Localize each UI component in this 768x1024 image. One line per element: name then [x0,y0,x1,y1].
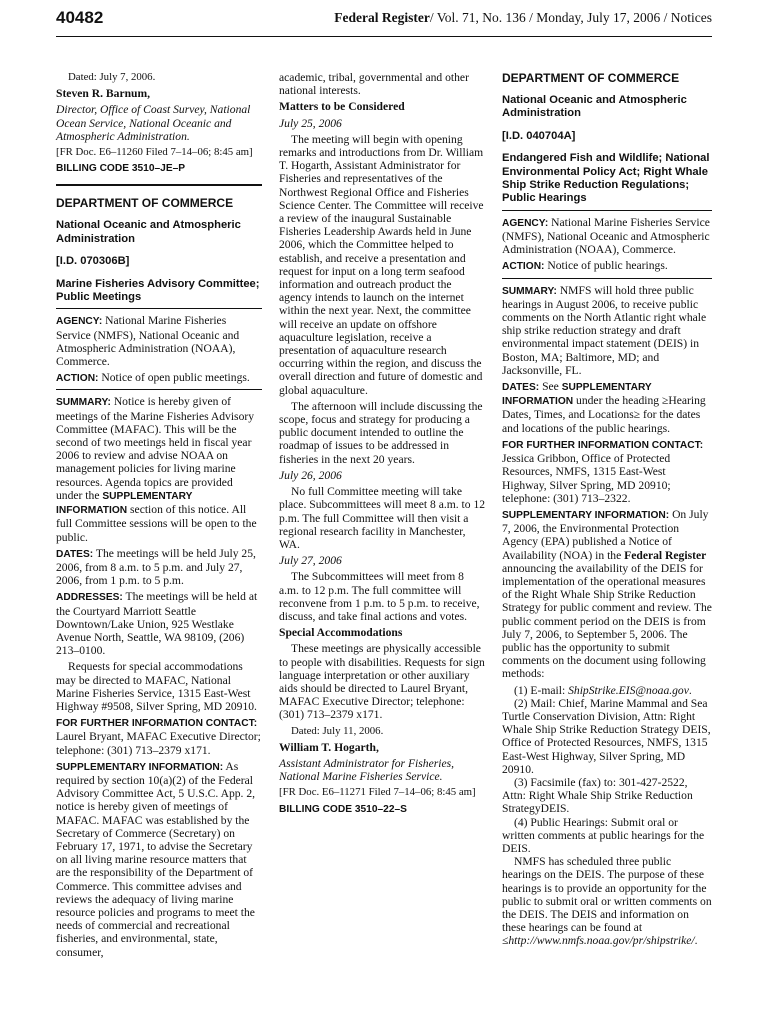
agency-paragraph: AGENCY: National Marine Fisheries Service (NMFS), National Oceanic and Atmospheric Administration (NOAA), Commerce. [56,314,240,369]
method-fax: (3) Facsimile (fax) to: 301-427-2522, Attn: Right Whale Ship Strike Reduction StrategyDEIS. [502,775,693,816]
agenda-paragraph-1: The meeting will begin with opening remarks and introductions from Dr. William T. Hogarth, Assistant Administrator for Fisheries and representatives of the Northwest Regional Office and Fisheries Science Center. The Committee will receive a review of the inaugural Sustainable Fisheries Leadership Awards held in June 2006, which the Committee helped to establish, and receive a presentation and request for input on a long term seafood information and outreach product the agency intends to launch on the internet within the next year. Next, the committee will receive an update on offshore aquaculture legislation, receive a presentation of aquaculture research occurring within the region, and discuss the overall direction and future of domestic and global aquaculture. [279,132,484,397]
special-accommodations-heading: Special Accommodations [279,626,403,640]
document-id-2: [I.D. 040704A] [502,129,576,142]
agency-label: AGENCY: [56,316,103,328]
notice-title: Marine Fisheries Advisory Committee; Public Meetings [56,277,260,304]
agency-name-heading-2: National Oceanic and Atmospheric Administration [502,94,687,120]
signer-name-2: William T. Hogarth, [279,740,379,754]
billing-code: BILLING CODE 3510–JE–P [56,163,186,175]
meeting-date-1: July 25, 2006 [279,116,342,130]
fr-doc-line: [FR Doc. E6–11260 Filed 7–14–06; 8:45 am] [56,146,253,159]
summary-label: SUMMARY: [56,397,111,409]
dates-paragraph: DATES: The meetings will be held July 25, 2006, from 8 a.m. to 5 p.m. and July 27, 2006, from 1 p.m. to 5 p.m. [56,546,256,588]
section-divider [56,184,262,186]
email-link[interactable]: ShipStrike.EIS@noaa.gov [568,683,689,697]
agenda-paragraph-4: The Subcommittees will meet from 8 a.m. to 12 p.m. The full committee will reconvene from 1 p.m. to 5 p.m. to receive, discuss, and take final actions and votes. [279,570,480,623]
agency-name-heading: National Oceanic and Atmospheric Administration [56,219,241,245]
continued-text: academic, tribal, governmental and other national interests. [279,71,469,98]
issue-info: / Vol. 71, No. 136 / Monday, July 17, 2006 / Notices [429,10,712,25]
page-header [56,6,712,37]
contact-paragraph-2: FOR FURTHER INFORMATION CONTACT: Jessica Gribbon, Office of Protected Resources, NMFS, 1315 East-West Highway, Silver Spring, MD 20910; telephone: (301) 713–2322. [502,439,704,505]
column-1 [56,71,262,962]
signer-name: Steven R. Barnum, [56,87,151,101]
dates-paragraph-2: DATES: See SUPPLEMENTARY INFORMATION under the heading ≥Hearing Dates, Times, and Locations≥ for the dates and locations of the public hearings. [502,380,706,435]
dated-line-2: Dated: July 11, 2006. [291,724,384,737]
accommodations-paragraph: These meetings are physically accessible to people with disabilities. Requests for sign language interpretation or other auxiliary aids should be directed to Laurel Bryant, MAFAC Executive Director; telephone: (301) 713–2379 x171. [279,642,485,722]
dates-label-2: DATES: [502,382,540,394]
action-divider [56,389,262,390]
supplementary-label: SUPPLEMENTARY INFORMATION: [56,761,224,773]
signer-title: Director, Office of Coast Survey, National Ocean Service, National Oceanic and Atmospheric Administration. [56,103,251,143]
publication-name: Federal Register [334,10,430,25]
supplementary-paragraph-2: SUPPLEMENTARY INFORMATION: On July 7, 2006, the Environmental Protection Agency (EPA) published a Notice of Availability (NOA) in the Federal Register announcing the availability of the DEIS for implementation of the operational measures of the Right Whale Ship Strike Reduction Strategy for public comment and review. The public comment period on the DEIS is from July 7, 2006, to September 5, 2006. The public has the opportunity to submit comments on the document using following methods: [502,507,712,681]
agency-paragraph-2: AGENCY: National Marine Fisheries Service (NMFS), National Oceanic and Atmospheric Administration (NOAA), Commerce. [502,215,710,257]
dated-line: Dated: July 7, 2006. [68,71,156,83]
agency-label-2: AGENCY: [502,217,549,229]
signer-title-2: Assistant Administrator for Fisheries, National Marine Fisheries Service. [279,756,454,784]
addresses-paragraph: ADDRESSES: The meetings will be held at the Courtyard Marriott Seattle Downtown/Lake Union, 925 Westlake Avenue North, Seattle, WA 98109, (206) 213–0100. [56,590,258,658]
fr-doc-line-2: [FR Doc. E6–11271 Filed 7–14–06; 8:45 am] [279,786,476,799]
supplementary-paragraph: SUPPLEMENTARY INFORMATION: As required by section 10(a)(2) of the Federal Advisory Committee Act, 5 U.S.C. App. 2, notice is hereby given of meetings of MAFAC. MAFAC was established by the Secretary of Commerce (Secretary) on February 17, 1971, to advise the Secretary on all living marine resource matters that are the responsibility of the Department of Commerce. This committee advises and reviews the adequacy of living marine resource policies and programs to meet the needs of commercial and recreational fisheries, and environmental, state, consumer, [56,759,256,959]
page-number: 40482 [56,8,104,27]
column-3 [502,71,712,951]
title-divider-2 [502,210,712,211]
hearings-paragraph: NMFS has scheduled three public hearings on the DEIS. The purpose of these hearings is to provide an opportunity for the public to submit oral or written comments on the DEIS. The DEIS and information on these hearings can be found at ≤http://www.nmfs.noaa.gov/pr/shipstrike/. [502,855,712,948]
federal-register-ref: Federal Register [624,548,707,562]
document-id: [I.D. 070306B] [56,255,130,268]
agenda-paragraph-3: No full Committee meeting will take place. Subcommittees will meet 8 a.m. to 12 p.m. The full Committee will then visit a regional research facility in Manchester, WA. [279,485,486,551]
summary-paragraph: SUMMARY: Notice is hereby given of meetings of the Marine Fisheries Advisory Committee (MAFAC). This will be the second of two meetings held in fiscal year 2006 to review and advise NOAA on management policies for living marine resources. Agenda topics are provided under the SUPPLEMENTARY INFORMATION section of this notice. All full Committee sessions will be open to the public. [56,395,257,544]
department-heading: DEPARTMENT OF COMMERCE [56,196,234,211]
action-divider-2 [502,278,712,279]
meeting-date-2: July 26, 2006 [279,468,342,482]
contact-label: FOR FURTHER INFORMATION CONTACT: [56,718,258,730]
title-divider [56,308,262,309]
method-mail: (2) Mail: Chief, Marine Mammal and Sea Turtle Conservation Division, Attn: Right Whale Ship Strike Reduction Strategy DEIS, Office of Protected Resources, NMFS, 1315 East-West Highway, Silver Spring, MD 20910. [502,696,711,776]
agenda-paragraph-2: The afternoon will include discussing the scope, focus and strategy for producing a public document intended to outline the roadmap of issues to be addressed in fisheries in the next 20 years. [279,399,483,466]
contact-label-2: FOR FURTHER INFORMATION CONTACT: [502,439,704,451]
column-2 [279,71,486,819]
matters-heading: Matters to be Considered [279,100,405,114]
contact-paragraph: FOR FURTHER INFORMATION CONTACT: Laurel Bryant, MAFAC Executive Director; telephone: (301) 713–2379 x171. [56,718,261,757]
hearings-url-link[interactable]: ≤http://www.nmfs.noaa.gov/pr/shipstrike/ [502,934,695,948]
department-heading-2: DEPARTMENT OF COMMERCE [502,71,680,85]
action-paragraph: ACTION: Notice of open public meetings. [56,371,250,385]
supplementary-label-2: SUPPLEMENTARY INFORMATION: [502,509,670,521]
method-hearings: (4) Public Hearings: Submit oral or written comments at public hearings for the DEIS. [502,815,705,855]
requests-paragraph: Requests for special accommodations may be directed to MAFAC, National Marine Fisheries Service, 1315 East-West Highway #9508, Silver Spring, MD 20910. [56,660,257,713]
meeting-date-3: July 27, 2006 [279,554,342,568]
dates-label: DATES: [56,548,94,560]
notice-title-2: Endangered Fish and Wildlife; National Environmental Policy Act; Right Whale Ship Strike Reduction Regulations; Public Hearings [502,152,710,205]
action-paragraph-2: ACTION: Notice of public hearings. [502,259,668,273]
action-label: ACTION: [56,373,99,385]
billing-code-2: BILLING CODE 3510–22–S [279,803,407,815]
method-email: (1) E-mail: ShipStrike.EIS@noaa.gov. [514,683,692,697]
masthead [334,10,712,26]
summary-label-2: SUMMARY: [502,285,557,297]
addresses-label: ADDRESSES: [56,592,123,604]
summary-paragraph-2: SUMMARY: NMFS will hold three public hearings in August 2006, to receive public comments on the North Atlantic right whale ship strike reduction strategy and draft environmental impact statement (DEIS) in Boston, MA; Baltimore, MD; and Jacksonville, FL. [502,283,707,377]
action-label-2: ACTION: [502,261,545,273]
